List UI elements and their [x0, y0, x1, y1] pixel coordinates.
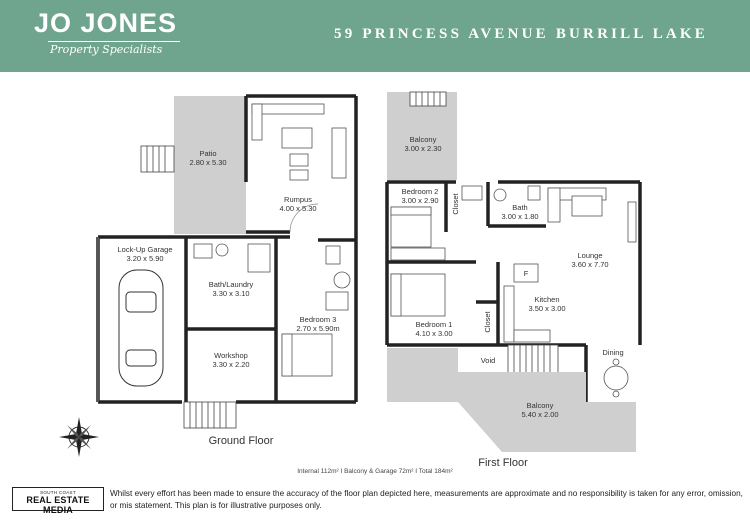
rumpus-dimensions: 4.00 x 5.30 — [279, 204, 317, 213]
media-logo — [12, 487, 104, 515]
bath-laundry-dimensions: 3.30 x 3.10 — [212, 289, 250, 298]
ground-floor-title: Ground Floor — [208, 435, 274, 447]
bedroom3-furniture — [282, 246, 350, 376]
bath-laundry-label: Bath/Laundry — [208, 280, 254, 289]
car-icon — [119, 270, 163, 386]
garage-dimensions: 3.20 x 5.90 — [126, 254, 164, 263]
fridge-label: F — [523, 269, 529, 278]
bottom-balcony-dimensions: 5.40 x 2.00 — [521, 410, 559, 419]
brand-logo: JO JONES — [34, 8, 178, 38]
entry-steps — [184, 402, 236, 428]
workshop-label: Workshop — [214, 351, 248, 360]
compass-rose-icon — [59, 417, 99, 457]
dining-table — [604, 359, 628, 397]
bedroom1-label: Bedroom 1 — [415, 320, 453, 329]
workshop-dimensions: 3.30 x 2.20 — [212, 360, 250, 369]
bottom-balcony-label: Balcony — [526, 401, 554, 410]
bedroom2-label: Bedroom 2 — [401, 187, 439, 196]
bedroom3-label: Bedroom 3 — [299, 315, 337, 324]
bedroom3-dimensions: 2.70 x 5.90m — [296, 324, 340, 333]
patio-label: Patio — [199, 149, 217, 158]
bath-laundry-fixtures — [194, 244, 270, 272]
rumpus-sofa — [252, 104, 346, 180]
first-floor-title: First Floor — [478, 457, 528, 469]
stairs — [508, 345, 558, 373]
bath-label: Bath — [512, 203, 528, 212]
area-summary: Internal 112m² I Balcony & Garage 72m² I Total 184m² — [297, 468, 453, 475]
void-label: Void — [480, 356, 496, 365]
media-logo-region: SOUTH COAST — [40, 490, 76, 495]
top-balcony-label: Balcony — [409, 135, 437, 144]
top-balcony-steps — [410, 92, 446, 106]
bath-dimensions: 3.00 x 1.80 — [501, 212, 539, 221]
media-logo-name: REAL ESTATE MEDIA — [26, 495, 90, 515]
patio-steps — [141, 146, 174, 172]
bedroom1-bed — [391, 274, 445, 316]
bedroom2-dimensions: 3.00 x 2.90 — [401, 196, 439, 205]
disclaimer-text: Whilst every effort has been made to ensure the accuracy of the floor plan depicted here, measurements are approximate and no responsibility is taken for any error, omission, or mis statement. This plan is for illustrative purposes only. — [110, 489, 743, 510]
patio-dimensions: 2.80 x 5.30 — [189, 158, 227, 167]
brand-tagline: Property Specialists — [50, 43, 163, 56]
closet-label: Closet — [451, 193, 460, 215]
top-balcony-dimensions: 3.00 x 2.30 — [404, 144, 442, 153]
bedroom1-dimensions: 4.10 x 3.00 — [415, 329, 453, 338]
rumpus-label: Rumpus — [284, 195, 312, 204]
lounge-dimensions: 3.60 x 7.70 — [571, 260, 609, 269]
kitchen-label: Kitchen — [534, 295, 560, 304]
dining-label: Dining — [602, 348, 624, 357]
first-bath-fixtures — [462, 186, 540, 201]
bedroom2-bed — [391, 207, 445, 260]
kitchen-dimensions: 3.50 x 3.00 — [528, 304, 566, 313]
property-address: 59 PRINCESS AVENUE BURRILL LAKE — [334, 26, 708, 42]
lounge-label: Lounge — [577, 251, 603, 260]
lounge-sofa — [548, 188, 636, 242]
garage-label: Lock-Up Garage — [117, 245, 173, 254]
closet2-label: Closet — [483, 311, 492, 333]
